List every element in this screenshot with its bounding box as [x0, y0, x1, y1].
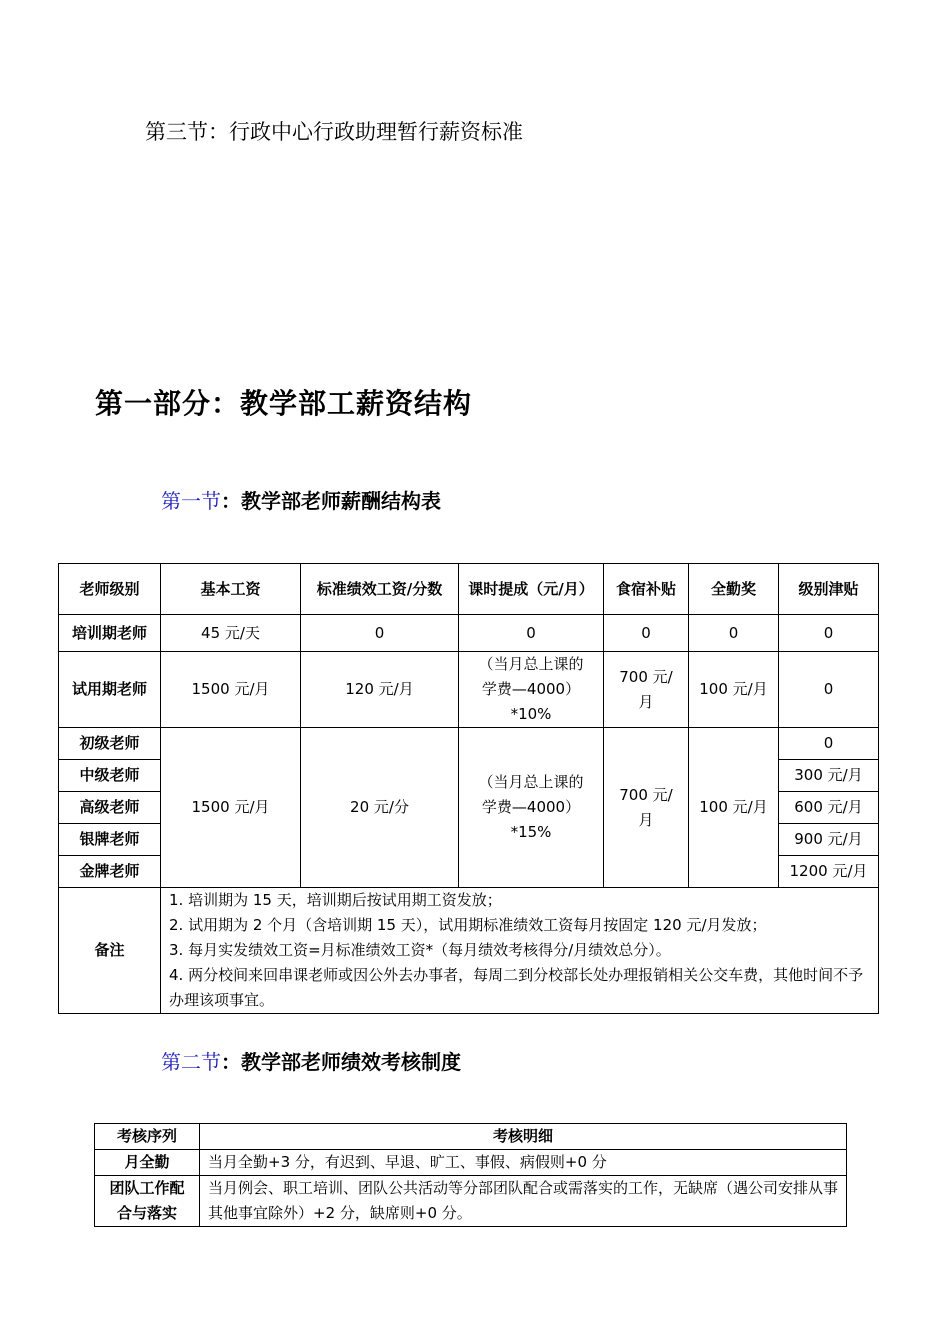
- note-line: 1. 培训期为 15 天，培训期后按试用期工资发放；: [169, 891, 502, 909]
- level-cell: 试用期老师: [59, 652, 161, 728]
- cell: 1500 元/月: [161, 728, 301, 888]
- salary-structure-table: [58, 563, 879, 1014]
- cell: 0: [779, 728, 879, 760]
- cell: 900 元/月: [779, 824, 879, 856]
- cell: 0: [689, 615, 779, 652]
- section-2-title: [161, 1046, 461, 1075]
- cell: 700 元/月: [604, 728, 689, 888]
- cell: （当月总上课的学费—4000）*10%: [459, 652, 604, 728]
- cell: 0: [301, 615, 459, 652]
- cell: 0: [779, 615, 879, 652]
- section-2-suffix: ：教学部老师绩效考核制度: [221, 1050, 461, 1074]
- cell: 120 元/月: [301, 652, 459, 728]
- cell: 45 元/天: [161, 615, 301, 652]
- table-header-row: [59, 564, 879, 615]
- table-row: [95, 1176, 847, 1227]
- level-cell: 金牌老师: [59, 856, 161, 888]
- item-cell: 团队工作配合与落实: [95, 1176, 200, 1227]
- cell: 600 元/月: [779, 792, 879, 824]
- cell: 300 元/月: [779, 760, 879, 792]
- table-row: [95, 1150, 847, 1176]
- cell: 100 元/月: [689, 652, 779, 728]
- cell: 1500 元/月: [161, 652, 301, 728]
- level-cell: 银牌老师: [59, 824, 161, 856]
- section-3-title: 第三节：行政中心行政助理暂行薪资标准: [145, 120, 523, 144]
- note-line: 2. 试用期为 2 个月（含培训期 15 天），试用期标准绩效工资每月按固定 120 元/月发放；: [169, 916, 767, 934]
- table-header-row: [95, 1124, 847, 1150]
- detail-cell: 当月全勤+3 分，有迟到、早退、旷工、事假、病假则+0 分: [200, 1150, 847, 1176]
- table-row: [59, 728, 879, 760]
- section-1-title: [161, 485, 441, 514]
- section-1-suffix: ：教学部老师薪酬结构表: [221, 489, 441, 513]
- header-cell: 考核明细: [200, 1124, 847, 1150]
- level-cell: 初级老师: [59, 728, 161, 760]
- header-cell: 全勤奖: [689, 564, 779, 615]
- cell: 100 元/月: [689, 728, 779, 888]
- part-1-title: 第一部分：教学部工薪资结构: [95, 387, 473, 420]
- header-cell: 级别津贴: [779, 564, 879, 615]
- header-cell: 基本工资: [161, 564, 301, 615]
- table-row: [59, 652, 879, 728]
- notes-cell: [161, 888, 879, 1014]
- cell: 700 元/月: [604, 652, 689, 728]
- detail-cell: 当月例会、职工培训、团队公共活动等分部团队配合或需落实的工作，无缺席（遇公司安排从事其他事宜除外）+2 分，缺席则+0 分。: [200, 1176, 847, 1227]
- section-2-prefix: 第二节: [161, 1050, 221, 1074]
- level-cell: 培训期老师: [59, 615, 161, 652]
- cell: 0: [459, 615, 604, 652]
- header-cell: 考核序列: [95, 1124, 200, 1150]
- note-line: 3. 每月实发绩效工资=月标准绩效工资*（每月绩效考核得分/月绩效总分）。: [169, 941, 671, 959]
- appraisal-table: [94, 1123, 847, 1227]
- section-1-prefix: 第一节: [161, 489, 221, 513]
- level-cell: 中级老师: [59, 760, 161, 792]
- cell: 1200 元/月: [779, 856, 879, 888]
- header-cell: 食宿补贴: [604, 564, 689, 615]
- table-row: [59, 615, 879, 652]
- cell: 20 元/分: [301, 728, 459, 888]
- cell: 0: [779, 652, 879, 728]
- item-cell: 月全勤: [95, 1150, 200, 1176]
- level-cell: 高级老师: [59, 792, 161, 824]
- notes-row: [59, 888, 879, 1014]
- notes-label: 备注: [59, 888, 161, 1014]
- header-cell: 课时提成（元/月）: [459, 564, 604, 615]
- cell: 0: [604, 615, 689, 652]
- cell: （当月总上课的学费—4000）*15%: [459, 728, 604, 888]
- header-cell: 标准绩效工资/分数: [301, 564, 459, 615]
- header-cell: 老师级别: [59, 564, 161, 615]
- note-line: 4. 两分校间来回串课老师或因公外去办事者，每周二到分校部长处办理报销相关公交车费，其他时间不予办理该项事宜。: [169, 966, 864, 1009]
